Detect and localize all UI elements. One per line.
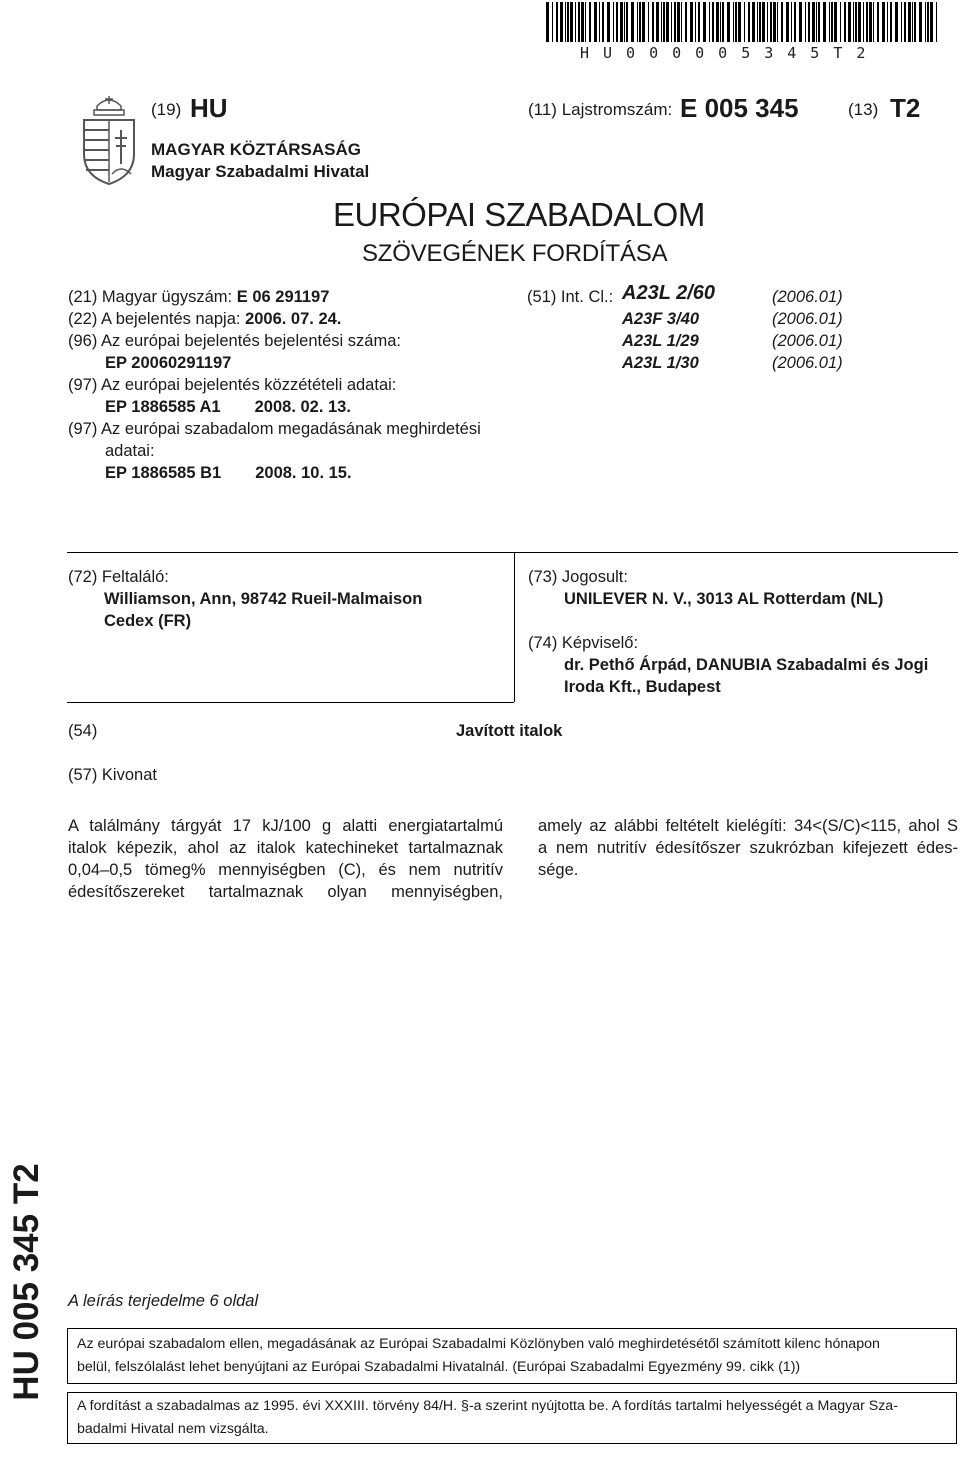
- ep-grant-label-line-1: (97) Az európai szabadalom megadásának meghirdetési: [68, 420, 481, 438]
- barcode-bar: [748, 2, 750, 42]
- ep-grant-number: EP 1886585 B1: [105, 464, 222, 482]
- barcode-bar: [661, 2, 662, 42]
- barcode-bar: [752, 2, 755, 42]
- country-code-label: (19): [151, 100, 182, 119]
- inventor-label: (72) Feltaláló:: [68, 568, 169, 586]
- barcode-bar: [602, 2, 604, 42]
- barcode-bar: [552, 2, 553, 42]
- barcode-bar: [912, 2, 913, 42]
- barcode-bar: [616, 2, 618, 42]
- barcode-bar: [738, 2, 741, 42]
- country-code: HU: [190, 93, 228, 123]
- barcode-bar: [626, 2, 628, 42]
- barcode-bar: [762, 2, 765, 42]
- abstract-right-line: a nem nutritív édesítőszer szukrózban kifejezett édes-: [538, 839, 958, 857]
- agent-line-2: Iroda Kft., Budapest: [564, 678, 721, 696]
- abstract-left-line: 0,04–0,5 tömeg% mennyiségben (C), és nem nutritív: [68, 861, 503, 879]
- barcode-bar: [712, 2, 714, 42]
- ipc-version-2: (2006.01): [772, 310, 843, 328]
- barcode-bar: [914, 2, 916, 42]
- barcode-bar: [759, 2, 761, 42]
- filing-date: 2006. 07. 24.: [245, 310, 342, 328]
- barcode-bar: [671, 2, 672, 42]
- barcode-bar: [581, 2, 584, 42]
- barcode-bar: [631, 2, 634, 42]
- barcode-bar: [887, 2, 888, 42]
- barcode-bar: [858, 2, 861, 42]
- barcode-bar: [709, 2, 710, 42]
- barcode-bar: [805, 2, 806, 42]
- barcode-bar: [607, 2, 610, 42]
- barcode-bar: [831, 2, 833, 42]
- barcode: [544, 2, 944, 42]
- barcode-bar: [681, 2, 682, 42]
- barcode-bar: [570, 2, 573, 42]
- barcode-bar: [853, 2, 854, 42]
- kind-label: (13): [848, 100, 879, 119]
- translation-notice-box: [67, 1392, 957, 1444]
- barcode-bar: [703, 2, 706, 42]
- side-document-number: HU 005 345 T2: [7, 1163, 46, 1401]
- abstract-left-line: italok képezik, ahol az italok katechineket tartalmaznak: [68, 839, 503, 857]
- barcode-bar: [781, 2, 783, 42]
- barcode-bar: [585, 2, 586, 42]
- barcode-bar: [895, 2, 898, 42]
- ep-grant-date: 2008. 10. 15.: [255, 464, 352, 482]
- barcode-bar: [823, 2, 826, 42]
- barcode-bar: [770, 2, 772, 42]
- barcode-bar: [677, 2, 680, 42]
- barcode-bar: [556, 2, 558, 42]
- barcode-bar: [773, 2, 776, 42]
- barcode-bar: [594, 2, 597, 42]
- barcode-bar: [818, 2, 820, 42]
- barcode-bar: [648, 2, 649, 42]
- ipc-version-4: (2006.01): [772, 354, 843, 372]
- barcode-bar: [882, 2, 885, 42]
- opposition-notice-line: Az európai szabadalom ellen, megadásának az Európai Szabadalmi Közlönyben való meghirdetésétől számított kilenc hónapon: [77, 1336, 880, 1352]
- agent-line-1: dr. Pethő Árpád, DANUBIA Szabadalmi és Jogi: [564, 656, 929, 674]
- ipc-code-4: A23L 1/30: [622, 354, 699, 372]
- barcode-bar: [808, 2, 810, 42]
- barcode-bar: [637, 2, 638, 42]
- republic-name: MAGYAR KÖZTÁRSASÁG: [151, 140, 361, 159]
- translation-notice-line: A fordítást a szabadalmas az 1995. évi XXXIII. törvény 84/H. §-a szerint nyújtotta be. A fordítás tartalmi helyességét a Magyar Sza-: [77, 1398, 898, 1414]
- barcode-bar: [663, 2, 665, 42]
- barcode-bar: [685, 2, 687, 42]
- barcode-bar: [890, 2, 892, 42]
- application-number-label: (21) Magyar ügyszám:: [68, 288, 233, 306]
- barcode-bar: [656, 2, 659, 42]
- page-count: A leírás terjedelme 6 oldal: [68, 1292, 259, 1310]
- barcode-bar: [873, 2, 874, 42]
- abstract-right-line: sége.: [538, 861, 579, 879]
- ep-publication-label: (97) Az európai bejelentés közzétételi adatai:: [68, 376, 397, 394]
- barcode-bar: [546, 2, 549, 42]
- barcode-bar: [567, 2, 569, 42]
- opposition-notice-box: [67, 1328, 957, 1384]
- barcode-bar: [908, 2, 911, 42]
- abstract-left-column: [68, 815, 503, 903]
- barcode-bar: [855, 2, 857, 42]
- barcode-bar: [695, 2, 696, 42]
- ep-grant-label-line-2: adatai:: [105, 442, 155, 460]
- barcode-bar: [904, 2, 906, 42]
- barcode-bar: [716, 2, 719, 42]
- abstract-right-column: [538, 815, 958, 881]
- rule-vertical: [514, 552, 515, 702]
- barcode-bar: [733, 2, 734, 42]
- coat-of-arms-icon: [80, 94, 138, 186]
- barcode-bar: [877, 2, 879, 42]
- application-number: E 06 291197: [236, 288, 330, 306]
- barcode-bar: [560, 2, 563, 42]
- barcode-bar: [744, 2, 745, 42]
- barcode-bar: [589, 2, 591, 42]
- bibliographic-data: [68, 286, 518, 484]
- barcode-bar: [829, 2, 830, 42]
- ipc-code-3: A23L 1/29: [622, 332, 699, 350]
- barcode-bar: [927, 2, 929, 42]
- barcode-bar: [767, 2, 768, 42]
- barcode-bar: [840, 2, 841, 42]
- ep-publication-number: EP 1886585 A1: [105, 398, 221, 416]
- translation-notice-line: badalmi Hivatal nem vizsgálta.: [77, 1421, 269, 1437]
- barcode-bar: [639, 2, 641, 42]
- registration-label: (11) Lajstromszám:: [528, 100, 673, 119]
- document-subtitle: SZÖVEGÉNEK FORDÍTÁSA: [362, 240, 668, 267]
- rule-top: [67, 552, 958, 553]
- owner: UNILEVER N. V., 3013 AL Rotterdam (NL): [564, 590, 884, 608]
- barcode-bar: [624, 2, 625, 42]
- barcode-bar: [674, 2, 676, 42]
- barcode-bar: [720, 2, 721, 42]
- barcode-bar: [812, 2, 815, 42]
- barcode-bar: [690, 2, 693, 42]
- barcode-bar: [816, 2, 817, 42]
- filing-date-label: (22) A bejelentés napja:: [68, 310, 241, 328]
- abstract-left-line: édesítőszereket tartalmaznak olyan mennyiségben,: [68, 883, 503, 901]
- invention-title: Javított italok: [456, 722, 563, 740]
- ipc-version-1: (2006.01): [772, 288, 843, 306]
- registration-number: E 005 345: [680, 93, 799, 123]
- ep-publication-date: 2008. 02. 13.: [254, 398, 351, 416]
- barcode-bar: [794, 2, 796, 42]
- barcode-bar: [869, 2, 872, 42]
- ipc-version-3: (2006.01): [772, 332, 843, 350]
- document-title: EURÓPAI SZABADALOM: [333, 196, 705, 233]
- ipc-code-1: A23L 2/60: [622, 282, 716, 304]
- inventor-line-2: Cedex (FR): [104, 612, 192, 630]
- barcode-bar: [919, 2, 922, 42]
- kind-code: T2: [890, 93, 921, 123]
- barcode-bar: [613, 2, 614, 42]
- barcode-bar: [777, 2, 778, 42]
- abstract-left-line: A találmány tárgyát 17 kJ/100 g alatti energiatartalmú: [68, 817, 503, 835]
- barcode-bar: [936, 2, 937, 42]
- barcode-bar: [901, 2, 902, 42]
- ep-application-number: EP 20060291197: [105, 354, 232, 372]
- barcode-bar: [786, 2, 789, 42]
- agent-label: (74) Képviselő:: [528, 634, 639, 652]
- inventor-line-1: Williamson, Ann, 98742 Rueil-Malmaison: [104, 590, 423, 608]
- opposition-notice-line: belül, felszólalást lehet benyújtani az Európai Szabadalmi Hivatalnál. (Európai Szabadalmi Egyezmény 99. cikk (1)): [77, 1359, 801, 1375]
- barcode-bar: [698, 2, 700, 42]
- owner-label: (73) Jogosult:: [528, 568, 628, 586]
- barcode-bar: [848, 2, 851, 42]
- barcode-bar: [757, 2, 758, 42]
- abstract-label: (57) Kivonat: [68, 766, 157, 784]
- barcode-bar: [930, 2, 933, 42]
- barcode-bar: [620, 2, 623, 42]
- title-label: (54): [68, 722, 98, 740]
- ipc-code-2: A23F 3/40: [622, 310, 700, 328]
- barcode-number: HU000005345T2: [580, 44, 880, 62]
- barcode-bar: [578, 2, 580, 42]
- barcode-bar: [925, 2, 926, 42]
- ipc-label: (51) Int. Cl.:: [527, 288, 614, 306]
- office-name: Magyar Szabadalmi Hivatal: [151, 162, 370, 181]
- barcode-bar: [652, 2, 654, 42]
- barcode-bar: [735, 2, 737, 42]
- barcode-bar: [666, 2, 669, 42]
- barcode-bar: [863, 2, 864, 42]
- barcode-bar: [599, 2, 600, 42]
- abstract-right-line: amely az alábbi feltételt kielégíti: 34<(S/C)<115, ahol S: [538, 817, 958, 835]
- barcode-bar: [727, 2, 730, 42]
- rule-bottom: [67, 702, 514, 703]
- barcode-bar: [791, 2, 792, 42]
- barcode-bar: [799, 2, 802, 42]
- ep-application-label: (96) Az európai bejelentés bejelentési száma:: [68, 332, 401, 350]
- barcode-bar: [844, 2, 846, 42]
- barcode-bar: [642, 2, 645, 42]
- barcode-bar: [834, 2, 837, 42]
- barcode-bar: [565, 2, 566, 42]
- barcode-bar: [575, 2, 576, 42]
- barcode-bar: [722, 2, 724, 42]
- barcode-bar: [866, 2, 868, 42]
